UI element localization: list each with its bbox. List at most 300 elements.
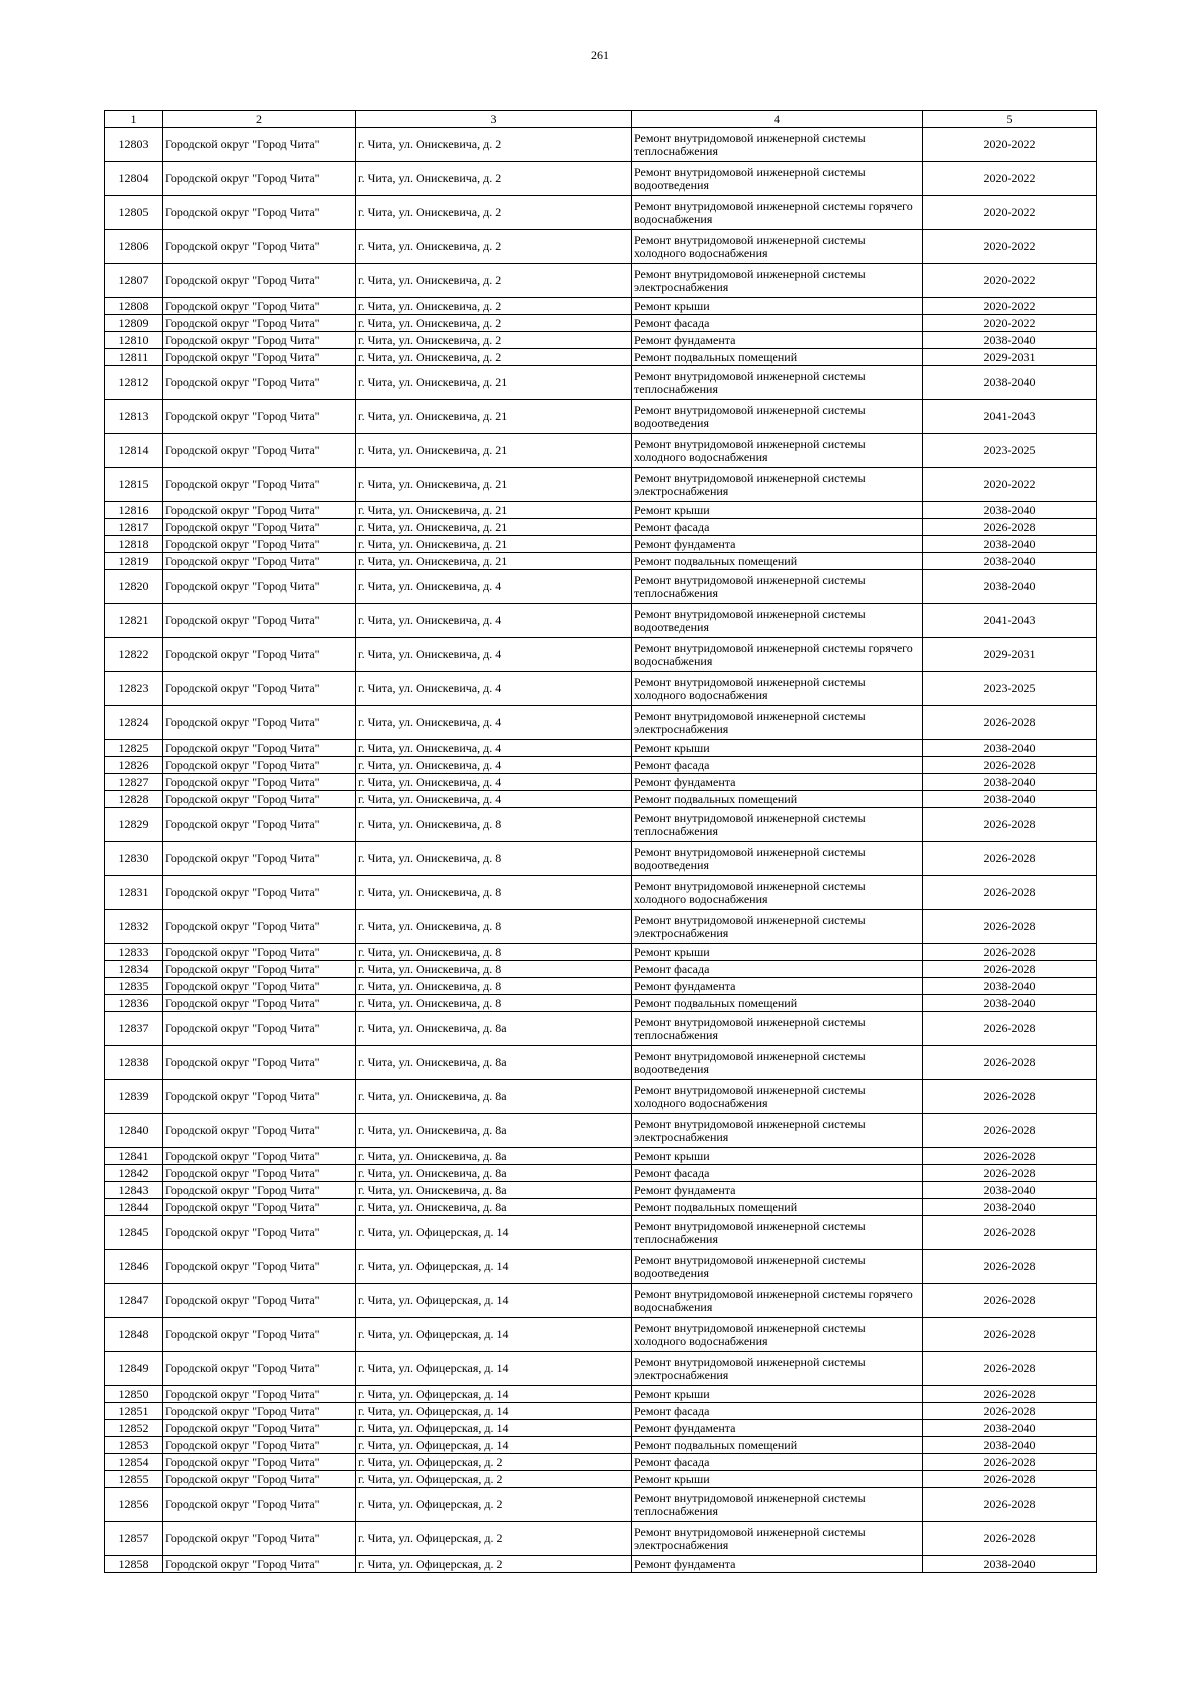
cell-address: г. Чита, ул. Офицерская, д. 2 (356, 1471, 632, 1488)
cell-period: 2026-2028 (923, 1250, 1097, 1284)
cell-municipality: Городской округ "Город Чита" (163, 1165, 356, 1182)
cell-address: г. Чита, ул. Офицерская, д. 2 (356, 1488, 632, 1522)
cell-address: г. Чита, ул. Онискевича, д. 4 (356, 774, 632, 791)
cell-number: 12857 (105, 1522, 163, 1556)
cell-municipality: Городской округ "Город Чита" (163, 757, 356, 774)
cell-address: г. Чита, ул. Онискевича, д. 21 (356, 519, 632, 536)
cell-work-type: Ремонт крыши (632, 740, 923, 757)
cell-period: 2038-2040 (923, 1420, 1097, 1437)
cell-number: 12834 (105, 961, 163, 978)
cell-address: г. Чита, ул. Онискевича, д. 4 (356, 706, 632, 740)
cell-period: 2020-2022 (923, 128, 1097, 162)
cell-municipality: Городской округ "Город Чита" (163, 876, 356, 910)
cell-number: 12820 (105, 570, 163, 604)
cell-address: г. Чита, ул. Онискевича, д. 2 (356, 332, 632, 349)
cell-municipality: Городской округ "Город Чита" (163, 842, 356, 876)
cell-address: г. Чита, ул. Онискевича, д. 8а (356, 1182, 632, 1199)
cell-period: 2026-2028 (923, 1284, 1097, 1318)
cell-period: 2026-2028 (923, 757, 1097, 774)
table-row (105, 128, 1097, 162)
cell-period: 2026-2028 (923, 876, 1097, 910)
table-row (105, 1148, 1097, 1165)
table-row (105, 1250, 1097, 1284)
cell-work-type: Ремонт внутридомовой инженерной системы холодного водоснабжения (632, 876, 923, 910)
cell-work-type: Ремонт подвальных помещений (632, 791, 923, 808)
cell-address: г. Чита, ул. Онискевича, д. 21 (356, 366, 632, 400)
cell-period: 2026-2028 (923, 519, 1097, 536)
cell-period: 2020-2022 (923, 315, 1097, 332)
cell-address: г. Чита, ул. Онискевича, д. 2 (356, 128, 632, 162)
table-row (105, 264, 1097, 298)
table-row (105, 1318, 1097, 1352)
cell-period: 2026-2028 (923, 1148, 1097, 1165)
cell-period: 2029-2031 (923, 349, 1097, 366)
cell-municipality: Городской округ "Город Чита" (163, 978, 356, 995)
cell-address: г. Чита, ул. Онискевича, д. 8 (356, 978, 632, 995)
table-row (105, 1216, 1097, 1250)
cell-number: 12841 (105, 1148, 163, 1165)
table-row (105, 1046, 1097, 1080)
cell-number: 12821 (105, 604, 163, 638)
cell-address: г. Чита, ул. Офицерская, д. 14 (356, 1318, 632, 1352)
cell-period: 2020-2022 (923, 468, 1097, 502)
cell-municipality: Городской округ "Город Чита" (163, 1386, 356, 1403)
cell-work-type: Ремонт фасада (632, 315, 923, 332)
cell-number: 12829 (105, 808, 163, 842)
cell-work-type: Ремонт внутридомовой инженерной системы теплоснабжения (632, 1488, 923, 1522)
table-row (105, 1556, 1097, 1573)
cell-address: г. Чита, ул. Онискевича, д. 4 (356, 672, 632, 706)
cell-work-type: Ремонт фундамента (632, 1182, 923, 1199)
cell-work-type: Ремонт внутридомовой инженерной системы горячего водоснабжения (632, 196, 923, 230)
table-row (105, 1012, 1097, 1046)
cell-number: 12849 (105, 1352, 163, 1386)
cell-number: 12816 (105, 502, 163, 519)
cell-period: 2038-2040 (923, 366, 1097, 400)
cell-municipality: Городской округ "Город Чита" (163, 315, 356, 332)
cell-work-type: Ремонт крыши (632, 1148, 923, 1165)
cell-address: г. Чита, ул. Офицерская, д. 14 (356, 1420, 632, 1437)
cell-municipality: Городской округ "Город Чита" (163, 604, 356, 638)
table-row (105, 1522, 1097, 1556)
cell-municipality: Городской округ "Город Чита" (163, 791, 356, 808)
cell-municipality: Городской округ "Город Чита" (163, 400, 356, 434)
table-row (105, 196, 1097, 230)
table-row (105, 1471, 1097, 1488)
cell-number: 12819 (105, 553, 163, 570)
cell-address: г. Чита, ул. Онискевича, д. 8а (356, 1114, 632, 1148)
table-row (105, 434, 1097, 468)
cell-municipality: Городской округ "Город Чита" (163, 995, 356, 1012)
table-body (105, 111, 1097, 1573)
cell-number: 12817 (105, 519, 163, 536)
cell-work-type: Ремонт фасада (632, 1454, 923, 1471)
cell-address: г. Чита, ул. Офицерская, д. 14 (356, 1216, 632, 1250)
cell-address: г. Чита, ул. Онискевича, д. 21 (356, 553, 632, 570)
table-row (105, 1403, 1097, 1420)
cell-work-type: Ремонт внутридомовой инженерной системы теплоснабжения (632, 570, 923, 604)
table-row (105, 519, 1097, 536)
table-row (105, 1284, 1097, 1318)
cell-work-type: Ремонт крыши (632, 944, 923, 961)
cell-work-type: Ремонт внутридомовой инженерной системы водоотведения (632, 1250, 923, 1284)
cell-work-type: Ремонт крыши (632, 502, 923, 519)
column-header: 2 (163, 111, 356, 128)
table-header-row (105, 111, 1097, 128)
cell-number: 12815 (105, 468, 163, 502)
cell-address: г. Чита, ул. Онискевича, д. 2 (356, 264, 632, 298)
cell-address: г. Чита, ул. Офицерская, д. 2 (356, 1522, 632, 1556)
cell-municipality: Городской округ "Город Чита" (163, 536, 356, 553)
cell-period: 2026-2028 (923, 808, 1097, 842)
cell-number: 12845 (105, 1216, 163, 1250)
cell-address: г. Чита, ул. Онискевича, д. 4 (356, 791, 632, 808)
cell-work-type: Ремонт внутридомовой инженерной системы холодного водоснабжения (632, 1080, 923, 1114)
cell-municipality: Городской округ "Город Чита" (163, 1114, 356, 1148)
cell-number: 12851 (105, 1403, 163, 1420)
cell-municipality: Городской округ "Город Чита" (163, 1403, 356, 1420)
table-row (105, 332, 1097, 349)
table-row (105, 1352, 1097, 1386)
cell-number: 12808 (105, 298, 163, 315)
cell-address: г. Чита, ул. Онискевича, д. 8 (356, 961, 632, 978)
cell-number: 12848 (105, 1318, 163, 1352)
cell-number: 12827 (105, 774, 163, 791)
cell-period: 2026-2028 (923, 1386, 1097, 1403)
cell-number: 12844 (105, 1199, 163, 1216)
table-row (105, 740, 1097, 757)
cell-address: г. Чита, ул. Онискевича, д. 8а (356, 1080, 632, 1114)
cell-municipality: Городской округ "Город Чита" (163, 1437, 356, 1454)
cell-number: 12830 (105, 842, 163, 876)
cell-number: 12835 (105, 978, 163, 995)
cell-work-type: Ремонт внутридомовой инженерной системы теплоснабжения (632, 366, 923, 400)
cell-period: 2026-2028 (923, 1522, 1097, 1556)
cell-period: 2020-2022 (923, 162, 1097, 196)
cell-period: 2026-2028 (923, 1080, 1097, 1114)
table-row (105, 1199, 1097, 1216)
table-row (105, 1165, 1097, 1182)
cell-address: г. Чита, ул. Онискевича, д. 2 (356, 230, 632, 264)
cell-work-type: Ремонт подвальных помещений (632, 1437, 923, 1454)
cell-period: 2026-2028 (923, 1403, 1097, 1420)
cell-work-type: Ремонт фасада (632, 961, 923, 978)
cell-address: г. Чита, ул. Онискевича, д. 4 (356, 638, 632, 672)
cell-period: 2026-2028 (923, 1165, 1097, 1182)
cell-number: 12804 (105, 162, 163, 196)
cell-work-type: Ремонт внутридомовой инженерной системы теплоснабжения (632, 128, 923, 162)
cell-work-type: Ремонт внутридомовой инженерной системы электроснабжения (632, 910, 923, 944)
cell-address: г. Чита, ул. Онискевича, д. 21 (356, 434, 632, 468)
cell-address: г. Чита, ул. Онискевича, д. 8 (356, 808, 632, 842)
cell-municipality: Городской округ "Город Чита" (163, 944, 356, 961)
cell-work-type: Ремонт внутридомовой инженерной системы водоотведения (632, 842, 923, 876)
cell-municipality: Городской округ "Город Чита" (163, 1318, 356, 1352)
cell-address: г. Чита, ул. Онискевича, д. 8а (356, 1012, 632, 1046)
cell-municipality: Городской округ "Город Чита" (163, 1199, 356, 1216)
table-row (105, 638, 1097, 672)
cell-address: г. Чита, ул. Онискевича, д. 8а (356, 1199, 632, 1216)
cell-work-type: Ремонт внутридомовой инженерной системы водоотведения (632, 162, 923, 196)
cell-municipality: Городской округ "Город Чита" (163, 1556, 356, 1573)
cell-period: 2038-2040 (923, 995, 1097, 1012)
cell-municipality: Городской округ "Город Чита" (163, 706, 356, 740)
cell-work-type: Ремонт внутридомовой инженерной системы теплоснабжения (632, 1012, 923, 1046)
cell-work-type: Ремонт фасада (632, 519, 923, 536)
cell-period: 2038-2040 (923, 536, 1097, 553)
cell-number: 12858 (105, 1556, 163, 1573)
cell-period: 2020-2022 (923, 298, 1097, 315)
cell-work-type: Ремонт фундамента (632, 1420, 923, 1437)
cell-address: г. Чита, ул. Онискевича, д. 21 (356, 502, 632, 519)
cell-number: 12812 (105, 366, 163, 400)
cell-work-type: Ремонт фасада (632, 1403, 923, 1420)
table-row (105, 315, 1097, 332)
cell-work-type: Ремонт внутридомовой инженерной системы холодного водоснабжения (632, 672, 923, 706)
cell-period: 2020-2022 (923, 264, 1097, 298)
table-row (105, 1182, 1097, 1199)
cell-work-type: Ремонт фундамента (632, 332, 923, 349)
cell-address: г. Чита, ул. Онискевича, д. 8а (356, 1046, 632, 1080)
cell-period: 2026-2028 (923, 961, 1097, 978)
cell-work-type: Ремонт фундамента (632, 536, 923, 553)
cell-work-type: Ремонт внутридомовой инженерной системы электроснабжения (632, 468, 923, 502)
cell-municipality: Городской округ "Город Чита" (163, 332, 356, 349)
cell-period: 2038-2040 (923, 570, 1097, 604)
table-row (105, 349, 1097, 366)
cell-address: г. Чита, ул. Офицерская, д. 14 (356, 1250, 632, 1284)
cell-address: г. Чита, ул. Онискевича, д. 8 (356, 944, 632, 961)
cell-work-type: Ремонт внутридомовой инженерной системы электроснабжения (632, 1522, 923, 1556)
cell-municipality: Городской округ "Город Чита" (163, 1488, 356, 1522)
cell-period: 2026-2028 (923, 1488, 1097, 1522)
table-row (105, 706, 1097, 740)
cell-work-type: Ремонт фундамента (632, 978, 923, 995)
cell-address: г. Чита, ул. Онискевича, д. 8а (356, 1165, 632, 1182)
cell-number: 12837 (105, 1012, 163, 1046)
cell-municipality: Городской округ "Город Чита" (163, 1420, 356, 1437)
cell-number: 12814 (105, 434, 163, 468)
cell-number: 12852 (105, 1420, 163, 1437)
cell-address: г. Чита, ул. Онискевича, д. 4 (356, 604, 632, 638)
cell-municipality: Городской округ "Город Чита" (163, 162, 356, 196)
cell-work-type: Ремонт внутридомовой инженерной системы электроснабжения (632, 706, 923, 740)
table-row (105, 808, 1097, 842)
cell-number: 12833 (105, 944, 163, 961)
cell-address: г. Чита, ул. Офицерская, д. 14 (356, 1386, 632, 1403)
table-row (105, 230, 1097, 264)
cell-work-type: Ремонт фундамента (632, 1556, 923, 1573)
cell-number: 12839 (105, 1080, 163, 1114)
cell-period: 2026-2028 (923, 1114, 1097, 1148)
cell-period: 2026-2028 (923, 1216, 1097, 1250)
cell-address: г. Чита, ул. Онискевича, д. 8а (356, 1148, 632, 1165)
cell-number: 12806 (105, 230, 163, 264)
cell-period: 2041-2043 (923, 400, 1097, 434)
cell-period: 2038-2040 (923, 553, 1097, 570)
cell-number: 12813 (105, 400, 163, 434)
cell-municipality: Городской округ "Город Чита" (163, 808, 356, 842)
cell-number: 12832 (105, 910, 163, 944)
cell-municipality: Городской округ "Город Чита" (163, 638, 356, 672)
cell-address: г. Чита, ул. Офицерская, д. 14 (356, 1437, 632, 1454)
cell-number: 12825 (105, 740, 163, 757)
cell-number: 12836 (105, 995, 163, 1012)
cell-period: 2023-2025 (923, 672, 1097, 706)
cell-period: 2026-2028 (923, 1046, 1097, 1080)
cell-address: г. Чита, ул. Онискевича, д. 8 (356, 876, 632, 910)
cell-period: 2029-2031 (923, 638, 1097, 672)
table-row (105, 1437, 1097, 1454)
cell-period: 2026-2028 (923, 1012, 1097, 1046)
cell-municipality: Городской округ "Город Чита" (163, 349, 356, 366)
table-row (105, 536, 1097, 553)
cell-address: г. Чита, ул. Онискевича, д. 2 (356, 162, 632, 196)
cell-address: г. Чита, ул. Офицерская, д. 2 (356, 1454, 632, 1471)
table-row (105, 1488, 1097, 1522)
cell-municipality: Городской округ "Город Чита" (163, 1148, 356, 1165)
cell-work-type: Ремонт подвальных помещений (632, 1199, 923, 1216)
cell-period: 2026-2028 (923, 706, 1097, 740)
table-row (105, 1420, 1097, 1437)
cell-municipality: Городской округ "Город Чита" (163, 1471, 356, 1488)
cell-municipality: Городской округ "Город Чита" (163, 1216, 356, 1250)
cell-period: 2038-2040 (923, 774, 1097, 791)
cell-number: 12842 (105, 1165, 163, 1182)
cell-municipality: Городской округ "Город Чита" (163, 366, 356, 400)
column-header: 4 (632, 111, 923, 128)
cell-work-type: Ремонт подвальных помещений (632, 553, 923, 570)
cell-period: 2038-2040 (923, 502, 1097, 519)
cell-work-type: Ремонт внутридомовой инженерной системы холодного водоснабжения (632, 230, 923, 264)
cell-municipality: Городской округ "Город Чита" (163, 1182, 356, 1199)
cell-municipality: Городской округ "Город Чита" (163, 1012, 356, 1046)
cell-number: 12831 (105, 876, 163, 910)
cell-work-type: Ремонт внутридомовой инженерной системы водоотведения (632, 1046, 923, 1080)
table-row (105, 995, 1097, 1012)
cell-work-type: Ремонт внутридомовой инженерной системы электроснабжения (632, 1114, 923, 1148)
cell-number: 12818 (105, 536, 163, 553)
table-row (105, 1386, 1097, 1403)
cell-period: 2038-2040 (923, 1556, 1097, 1573)
cell-period: 2020-2022 (923, 230, 1097, 264)
cell-municipality: Городской округ "Город Чита" (163, 910, 356, 944)
cell-number: 12847 (105, 1284, 163, 1318)
cell-period: 2023-2025 (923, 434, 1097, 468)
cell-address: г. Чита, ул. Офицерская, д. 14 (356, 1403, 632, 1420)
cell-address: г. Чита, ул. Онискевича, д. 8 (356, 842, 632, 876)
cell-work-type: Ремонт крыши (632, 1386, 923, 1403)
cell-work-type: Ремонт крыши (632, 1471, 923, 1488)
table-row (105, 876, 1097, 910)
table-row (105, 468, 1097, 502)
cell-work-type: Ремонт внутридомовой инженерной системы водоотведения (632, 604, 923, 638)
table-row (105, 366, 1097, 400)
cell-period: 2041-2043 (923, 604, 1097, 638)
cell-period: 2026-2028 (923, 910, 1097, 944)
cell-number: 12854 (105, 1454, 163, 1471)
table-row (105, 570, 1097, 604)
cell-period: 2020-2022 (923, 196, 1097, 230)
cell-period: 2026-2028 (923, 1471, 1097, 1488)
cell-number: 12856 (105, 1488, 163, 1522)
cell-address: г. Чита, ул. Онискевича, д. 4 (356, 740, 632, 757)
cell-number: 12810 (105, 332, 163, 349)
cell-number: 12843 (105, 1182, 163, 1199)
cell-municipality: Городской округ "Город Чита" (163, 502, 356, 519)
cell-address: г. Чита, ул. Офицерская, д. 2 (356, 1556, 632, 1573)
cell-work-type: Ремонт фундамента (632, 774, 923, 791)
cell-address: г. Чита, ул. Онискевича, д. 21 (356, 536, 632, 553)
table-row (105, 604, 1097, 638)
cell-municipality: Городской округ "Город Чита" (163, 468, 356, 502)
cell-work-type: Ремонт внутридомовой инженерной системы холодного водоснабжения (632, 1318, 923, 1352)
cell-work-type: Ремонт внутридомовой инженерной системы водоотведения (632, 400, 923, 434)
cell-address: г. Чита, ул. Онискевича, д. 21 (356, 400, 632, 434)
cell-period: 2038-2040 (923, 1182, 1097, 1199)
cell-work-type: Ремонт внутридомовой инженерной системы горячего водоснабжения (632, 638, 923, 672)
cell-work-type: Ремонт фасада (632, 1165, 923, 1182)
cell-number: 12824 (105, 706, 163, 740)
cell-address: г. Чита, ул. Офицерская, д. 14 (356, 1284, 632, 1318)
table-row (105, 791, 1097, 808)
cell-number: 12853 (105, 1437, 163, 1454)
table-row (105, 672, 1097, 706)
table-row (105, 757, 1097, 774)
cell-address: г. Чита, ул. Офицерская, д. 14 (356, 1352, 632, 1386)
cell-number: 12807 (105, 264, 163, 298)
cell-number: 12826 (105, 757, 163, 774)
cell-municipality: Городской округ "Город Чита" (163, 298, 356, 315)
table-row (105, 774, 1097, 791)
table-row (105, 1114, 1097, 1148)
cell-address: г. Чита, ул. Онискевича, д. 21 (356, 468, 632, 502)
cell-period: 2026-2028 (923, 842, 1097, 876)
cell-address: г. Чита, ул. Онискевича, д. 4 (356, 757, 632, 774)
table-row (105, 400, 1097, 434)
column-header: 5 (923, 111, 1097, 128)
cell-period: 2038-2040 (923, 1437, 1097, 1454)
column-header: 1 (105, 111, 163, 128)
cell-period: 2038-2040 (923, 332, 1097, 349)
table-row (105, 1454, 1097, 1471)
cell-period: 2038-2040 (923, 791, 1097, 808)
cell-municipality: Городской округ "Город Чита" (163, 196, 356, 230)
cell-address: г. Чита, ул. Онискевича, д. 2 (356, 298, 632, 315)
cell-number: 12855 (105, 1471, 163, 1488)
cell-address: г. Чита, ул. Онискевича, д. 8 (356, 910, 632, 944)
cell-municipality: Городской округ "Город Чита" (163, 570, 356, 604)
cell-address: г. Чита, ул. Онискевича, д. 4 (356, 570, 632, 604)
cell-number: 12840 (105, 1114, 163, 1148)
cell-municipality: Городской округ "Город Чита" (163, 672, 356, 706)
table-row (105, 1080, 1097, 1114)
cell-period: 2038-2040 (923, 740, 1097, 757)
cell-number: 12838 (105, 1046, 163, 1080)
cell-municipality: Городской округ "Город Чита" (163, 264, 356, 298)
cell-municipality: Городской округ "Город Чита" (163, 230, 356, 264)
cell-number: 12850 (105, 1386, 163, 1403)
table-row (105, 298, 1097, 315)
table-row (105, 978, 1097, 995)
table-row (105, 842, 1097, 876)
cell-work-type: Ремонт внутридомовой инженерной системы теплоснабжения (632, 1216, 923, 1250)
cell-number: 12803 (105, 128, 163, 162)
cell-municipality: Городской округ "Город Чита" (163, 1522, 356, 1556)
cell-work-type: Ремонт внутридомовой инженерной системы горячего водоснабжения (632, 1284, 923, 1318)
column-header: 3 (356, 111, 632, 128)
cell-number: 12823 (105, 672, 163, 706)
